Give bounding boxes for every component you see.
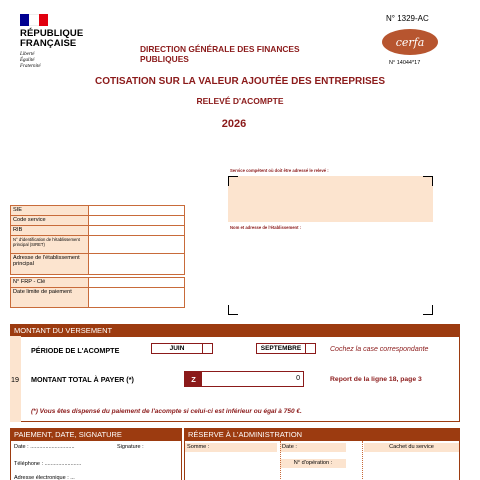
marianne-logo [20, 14, 100, 70]
sie-label: SIE [11, 206, 89, 215]
corner-mark [423, 305, 433, 315]
devise-liberte: Liberté [20, 52, 35, 57]
september-label: SEPTEMBRE [260, 345, 302, 352]
service-address-field[interactable] [228, 176, 433, 222]
form-title: COTISATION SUR LA VALEUR AJOUTÉE DES ENTREPRISES [94, 76, 386, 87]
republic-line-2: FRANÇAISE [20, 38, 77, 49]
total-label: MONTANT TOTAL À PAYER (*) [31, 375, 134, 384]
identification-table [10, 205, 185, 275]
reserve-divider [362, 441, 363, 480]
siret-field[interactable] [89, 236, 184, 253]
corner-mark [423, 176, 433, 186]
form-number: N° 1329-AC [386, 14, 429, 23]
french-flag-icon [20, 14, 48, 26]
sie-field[interactable] [89, 206, 184, 215]
dgfip-heading: DIRECTION GÉNÉRALE DES FINANCES PUBLIQUES [140, 44, 300, 64]
cochez-note: Cochez la case correspondante [330, 346, 429, 353]
signature-label: Signature : [117, 444, 144, 450]
form-subtitle: RELEVÉ D'ACOMPTE [196, 96, 284, 106]
devise-fraternite: Fraternité [20, 64, 41, 69]
etablissement-label: Nom et adresse de l'établissement : [230, 225, 302, 230]
service-label: Service compétent où doit être adressé le relevé : [230, 168, 329, 173]
devise-egalite: Égalité [20, 58, 35, 63]
corner-mark [228, 305, 238, 315]
september-checkbox[interactable] [256, 343, 316, 354]
date-limite-field[interactable] [89, 288, 184, 307]
frp-field[interactable] [89, 278, 184, 287]
email-field[interactable]: Adresse électronique : ... [14, 475, 75, 480]
report-note: Report de la ligne 18, page 3 [330, 376, 422, 383]
adresse-label: Adresse de l'établissement principal [11, 254, 89, 274]
montant-section-header: MONTANT DU VERSEMENT [10, 324, 460, 337]
date-limite-label: Date limite de paiement [11, 288, 89, 307]
reserve-section-header: RÉSERVE À L'ADMINISTRATION [184, 428, 460, 441]
periode-label: PÉRIODE DE L'ACOMPTE [31, 346, 120, 355]
operation-label: N° d'opération : [280, 459, 346, 468]
cachet-label: Cachet du service [364, 443, 459, 452]
paiement-section-header: PAIEMENT, DATE, SIGNATURE [10, 428, 182, 441]
frp-table [10, 277, 185, 308]
code-service-label: Code service [11, 216, 89, 225]
adresse-field[interactable] [89, 254, 184, 274]
rib-field[interactable] [89, 226, 184, 235]
reserve-divider [280, 441, 281, 480]
total-amount-field[interactable] [184, 371, 304, 387]
date-field[interactable]: Date : ............................. [14, 444, 75, 450]
cerfa-logo: cerfa [382, 29, 438, 55]
code-service-field[interactable] [89, 216, 184, 225]
telephone-field[interactable]: Téléphone : ........................ [14, 461, 82, 467]
line-number: 19 [11, 375, 19, 384]
reserve-date-label: Date : [280, 443, 346, 452]
republic-line-1: RÉPUBLIQUE [20, 28, 84, 39]
rib-label: RIB [11, 226, 89, 235]
z-code: Z [185, 372, 202, 386]
somme-label: Somme : [185, 443, 277, 452]
june-label: JUIN [169, 345, 185, 352]
corner-mark [228, 176, 238, 186]
siret-label: N° d'identification de l'établissement principal (SIRET) [11, 236, 89, 253]
june-checkbox[interactable] [151, 343, 213, 354]
dispense-note: (*) Vous êtes dispensé du paiement de l'acompte si celui-ci est inférieur ou égal à 750 €. [31, 408, 302, 415]
frp-label: N° FRP - Clé [11, 278, 89, 287]
form-year: 2026 [221, 118, 247, 130]
total-amount-value: 0 [296, 375, 300, 382]
cerfa-number: N° 14044*17 [389, 60, 421, 66]
